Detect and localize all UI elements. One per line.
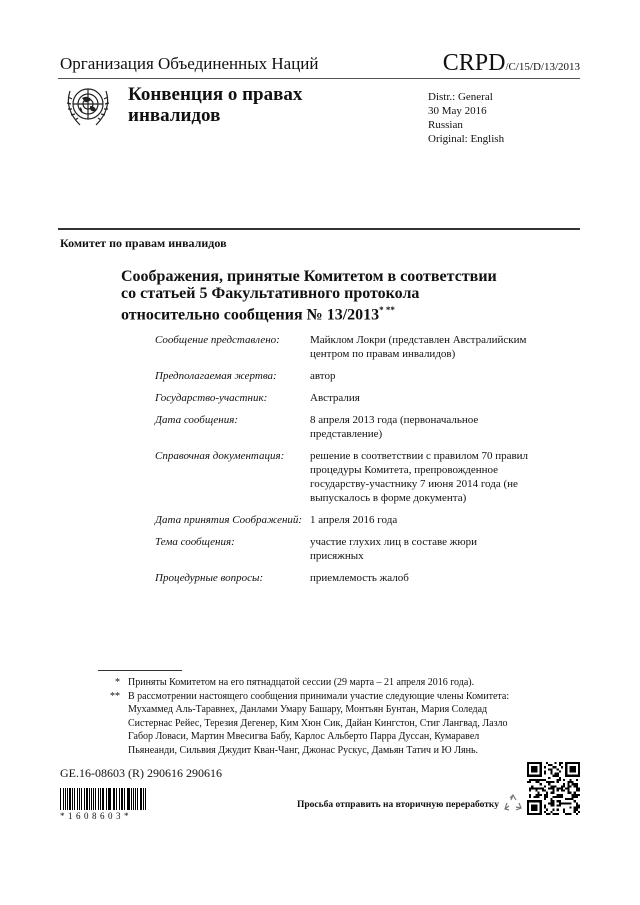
barcode-bar — [121, 788, 123, 810]
barcode-bar — [108, 788, 109, 810]
document-title — [121, 268, 497, 323]
barcode-bar — [140, 788, 142, 810]
detail-label: Тема сообщения: — [155, 536, 235, 548]
symbol-main: CRPD — [442, 50, 506, 76]
footnote — [98, 690, 518, 758]
detail-value: участие глухих лиц в составе жюри присяжных — [310, 536, 477, 562]
title-line: относительно сообщения № 13/2013 — [121, 306, 380, 324]
symbol-rest: /C/15/D/13/2013 — [505, 61, 580, 73]
detail-row — [155, 413, 530, 441]
recycle-icon — [503, 794, 523, 814]
barcode-bar — [119, 788, 120, 810]
barcode-bar — [79, 788, 80, 810]
detail-label: Дата сообщения: — [155, 414, 239, 426]
barcode-bar — [74, 788, 75, 810]
barcode-bar — [89, 788, 90, 810]
barcode-bar — [131, 788, 132, 810]
barcode-bar — [124, 788, 125, 810]
recycle-text: Просьба отправить на вторичную переработку — [297, 800, 499, 810]
barcode-bar — [77, 788, 78, 810]
barcode-bar — [137, 788, 138, 810]
barcode-text: *1608603* — [60, 811, 132, 821]
detail-row — [155, 333, 530, 361]
barcode-bar — [133, 788, 134, 810]
barcode-bar — [109, 788, 110, 810]
barcode-bar — [114, 788, 115, 810]
detail-label: Дата принятия Соображений: — [155, 514, 303, 526]
detail-value: решение в соответствии с правилом 70 правил процедуры Комитета, препровожденное государству-участнику 7 июня 2014 года (не выпускалось в форме документа) — [310, 450, 529, 504]
convention-title-line: инвалидов — [128, 105, 221, 126]
detail-value: автор — [310, 370, 336, 382]
barcode-bar — [93, 788, 94, 810]
details-table — [155, 333, 530, 593]
barcode-bar — [86, 788, 88, 810]
barcode-bar — [145, 788, 146, 810]
detail-row — [155, 571, 530, 585]
barcode-icon — [60, 788, 148, 810]
barcode-bar — [116, 788, 117, 810]
footnote — [98, 676, 518, 690]
footnote-separator — [98, 670, 182, 671]
detail-label: Государство-участник: — [155, 392, 268, 404]
distr-language: Russian — [428, 119, 463, 131]
footnote-mark: ** — [110, 690, 120, 702]
barcode-bar — [91, 788, 92, 810]
detail-label: Процедурные вопросы: — [155, 572, 264, 584]
footnotes — [98, 676, 518, 757]
footnote-marks: * ** — [379, 305, 395, 315]
distr-original: Original: English — [428, 133, 505, 145]
title-line: Соображения, принятые Комитетом в соответствии — [121, 268, 497, 285]
footnote-text: Приняты Комитетом на его пятнадцатой сессии (29 марта – 21 апреля 2016 года). — [128, 677, 475, 688]
barcode-bar — [127, 788, 128, 810]
footnote-text: В рассмотрении настоящего сообщения принимали участие следующие члены Комитета: Мухаммед Аль-Таравнех, Данлами Умару Башару, Монтьян Бунтан, Мария Соледад Систернас Рейес, Терезия Дегенер, Ким Хюн Сик, Дайан Кингстон, Стиг Лангвад, Лазло Габор Ловаси, Мартин Мвесигва Бабу, Карлос Альберто Парра Дуссан, Кумаравел Пьянеанди, Сильвия Джудит Кван-Чанг, Джонас Рускус, Дамьян Татич и Ю Лянь. — [128, 690, 510, 756]
barcode-bar — [128, 788, 129, 810]
barcode-bar — [84, 788, 85, 810]
thick-rule — [58, 228, 580, 230]
barcode-bar — [67, 788, 68, 810]
un-emblem-icon — [62, 81, 114, 131]
detail-label: Предполагаемая жертва: — [155, 370, 277, 382]
barcode-bar — [72, 788, 73, 810]
barcode-bar — [60, 788, 61, 810]
barcode-bar — [95, 788, 96, 810]
qr-code-icon — [527, 762, 580, 815]
detail-value: 8 апреля 2013 года (первоначальное представление) — [310, 414, 479, 440]
distribution-info — [428, 90, 504, 146]
barcode-bar — [65, 788, 66, 810]
barcode-bar — [100, 788, 101, 810]
barcode-bar — [102, 788, 104, 810]
document-symbol — [443, 50, 580, 77]
detail-label: Справочная документация: — [155, 450, 285, 462]
barcode-bar — [63, 788, 64, 810]
organization-name: Организация Объединенных Наций — [60, 54, 319, 73]
barcode-bar — [81, 788, 82, 810]
detail-row — [155, 449, 530, 505]
barcode-bar — [143, 788, 144, 810]
detail-row — [155, 535, 530, 563]
detail-value: Австралия — [310, 392, 360, 404]
barcode-bar — [113, 788, 114, 810]
title-line: со статьей 5 Факультативного протокола — [121, 285, 420, 302]
barcode-bar — [69, 788, 71, 810]
header-rule — [58, 78, 580, 79]
barcode-bar — [106, 788, 107, 810]
footnote-mark: * — [115, 677, 120, 688]
job-number: GE.16-08603 (R) 290616 290616 — [60, 766, 222, 780]
convention-title-line: Конвенция о правах — [128, 84, 303, 105]
barcode-bar — [98, 788, 99, 810]
detail-row — [155, 369, 530, 383]
convention-title — [128, 84, 302, 126]
detail-row — [155, 513, 530, 527]
detail-label: Сообщение представлено: — [155, 334, 280, 346]
detail-value: 1 апреля 2016 года — [310, 514, 398, 526]
committee-name: Комитет по правам инвалидов — [60, 236, 227, 250]
detail-value: Майклом Локри (представлен Австралийским центром по правам инвалидов) — [310, 334, 527, 360]
detail-row — [155, 391, 530, 405]
detail-value: приемлемость жалоб — [310, 572, 409, 584]
distr-date: 30 May 2016 — [428, 105, 487, 117]
distr-text: Distr.: General — [428, 91, 493, 103]
barcode-bar — [135, 788, 136, 810]
